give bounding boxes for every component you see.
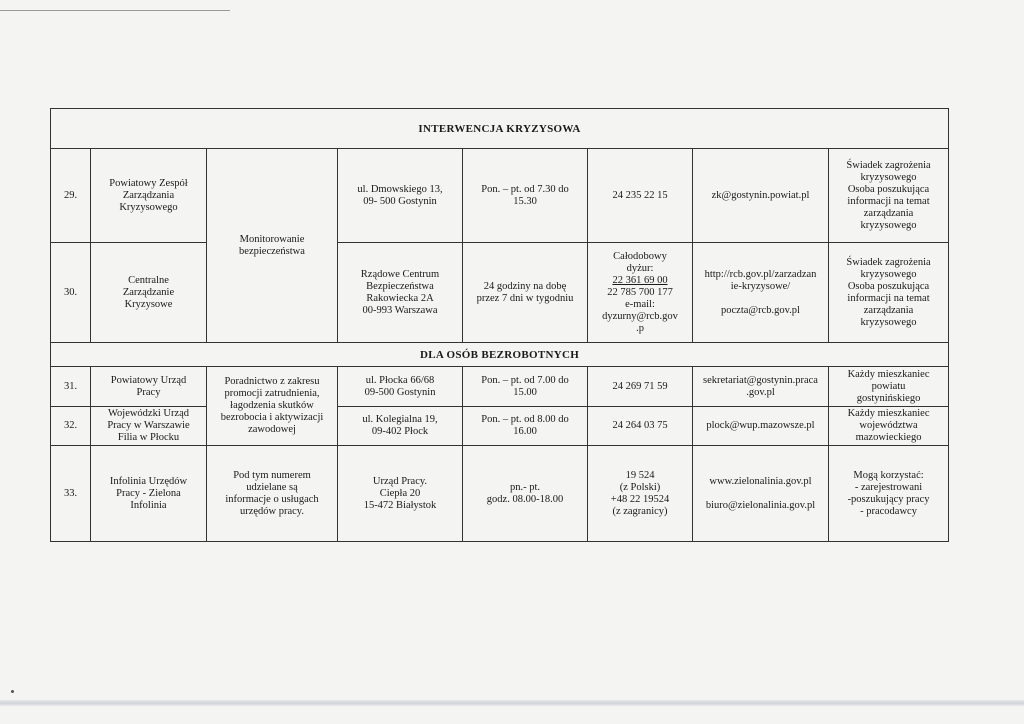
opening-hours: Pon. – pt. od 8.00 do 16.00 [463,407,588,446]
opening-hours: Pon. – pt. od 7.00 do 15.00 [463,367,588,407]
institution-name: Powiatowy Zespół Zarządzania Kryzysowego [91,149,207,243]
phone: 24 269 71 59 [588,367,693,407]
address: ul. Dmowskiego 13, 09- 500 Gostynin [338,149,463,243]
scan-speck [11,690,14,693]
contact-table [50,108,949,542]
website-and-email: http://rcb.gov.pl/zarzadzan ie-kryzysowe/ poczta@rcb.gov.pl [693,243,829,343]
website-and-email: www.zielonalinia.gov.pl biuro@zielonalinia.gov.pl [693,446,829,542]
service-scope-employment: Poradnictwo z zakresu promocji zatrudnienia, łagodzenia skutków bezrobocia i aktywizacji zawodowej [207,367,338,446]
target-group: Każdy mieszkaniec powiatu gostynińskiego [829,367,949,407]
email: plock@wup.mazowsze.pl [693,407,829,446]
table-row-29 [51,149,949,243]
duty-phone-number: 22 361 69 00 [612,274,668,286]
scan-edge-band [0,700,1024,706]
address: Rządowe Centrum Bezpieczeństwa Rakowiecka 2A 00-993 Warszawa [338,243,463,343]
scan-edge-line [0,10,230,11]
table-row-32 [51,407,949,446]
service-scope-monitoring: Monitorowanie bezpieczeństwa [207,149,338,343]
table-row-30 [51,243,949,343]
row-number: 33. [51,446,91,542]
section-title-crisis: INTERWENCJA KRYZYSOWA [51,109,949,149]
institution-name: Infolinia Urzędów Pracy - Zielona Infolinia [91,446,207,542]
target-group: Mogą korzystać: - zarejestrowani -poszukujący pracy - pracodawcy [829,446,949,542]
opening-hours: Pon. – pt. od 7.30 do 15.30 [463,149,588,243]
institution-name: Wojewódzki Urząd Pracy w Warszawie Filia w Płocku [91,407,207,446]
section-row-unemployed [51,343,949,367]
row-number: 32. [51,407,91,446]
section-row-crisis [51,109,949,149]
institution-name: Centralne Zarządzanie Kryzysowe [91,243,207,343]
address: Urząd Pracy. Ciepła 20 15-472 Białystok [338,446,463,542]
email: sekretariat@gostynin.praca .gov.pl [693,367,829,407]
section-title-unemployed: DLA OSÓB BEZROBOTNYCH [51,343,949,367]
address: ul. Kolegialna 19, 09-402 Płock [338,407,463,446]
row-number: 31. [51,367,91,407]
phone: 24 264 03 75 [588,407,693,446]
phone: 24 235 22 15 [588,149,693,243]
table-row-31 [51,367,949,407]
email: zk@gostynin.powiat.pl [693,149,829,243]
row-number: 30. [51,243,91,343]
address: ul. Płocka 66/68 09-500 Gostynin [338,367,463,407]
service-scope: Pod tym numerem udzielane są informacje o usługach urzędów pracy. [207,446,338,542]
phone: Całodobowy dyżur: 22 361 69 00 22 785 700 177 e-mail: dyzurny@rcb.gov .p [588,243,693,343]
target-group: Świadek zagrożenia kryzysowego Osoba poszukująca informacji na temat zarządzania kryzysowego [829,149,949,243]
target-group: Każdy mieszkaniec województwa mazowieckiego [829,407,949,446]
phone: 19 524 (z Polski) +48 22 19524 (z zagranicy) [588,446,693,542]
opening-hours: pn.- pt. godz. 08.00-18.00 [463,446,588,542]
institution-name: Powiatowy Urząd Pracy [91,367,207,407]
row-number: 29. [51,149,91,243]
target-group: Świadek zagrożenia kryzysowego Osoba poszukująca informacji na temat zarządzania kryzysowego [829,243,949,343]
table-row-33 [51,446,949,542]
opening-hours: 24 godziny na dobę przez 7 dni w tygodniu [463,243,588,343]
